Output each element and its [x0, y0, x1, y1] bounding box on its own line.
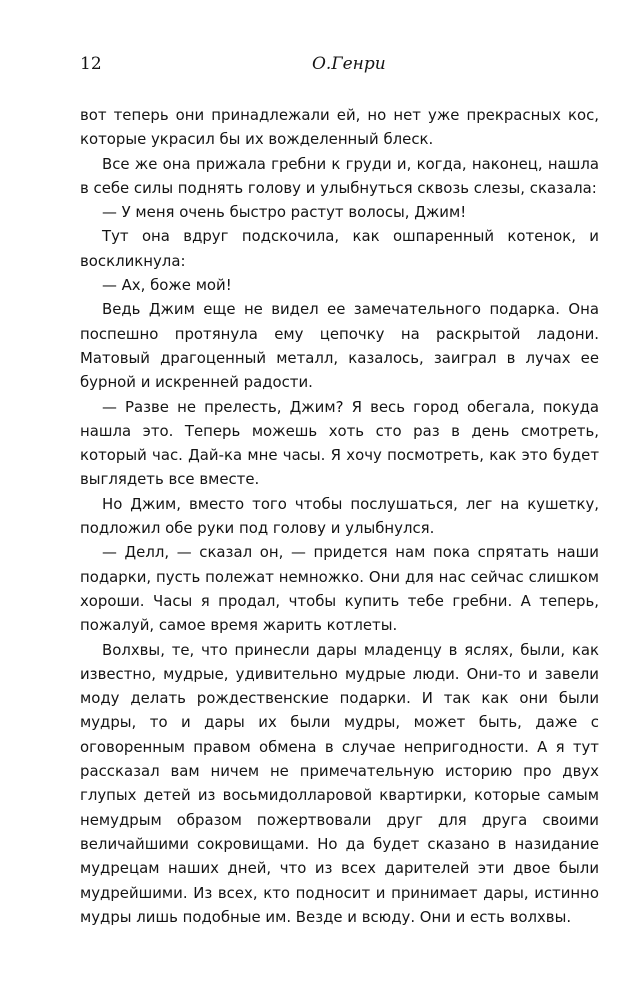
paragraph: — Разве не прелесть, Джим? Я весь город обегала, покуда нашла это. Теперь можешь хоть сто раз в день смотреть, который час. Дай-ка мне часы. Я хочу посмотреть, как это будет выглядеть все вместе.: [80, 397, 599, 489]
paragraph: — Делл, — сказал он, — придется нам пока спрятать наши подарки, пусть полежат немножко. Они для нас сейчас слишком хороши. Часы я продал, чтобы купить тебе гребни. А теперь, пожалуй, самое время жарить котлеты.: [80, 543, 599, 635]
running-title: О.Генри: [312, 54, 386, 74]
paragraph: Все же она прижала гребни к груди и, когда, наконец, нашла в себе силы поднять голову и улыбнуться сквозь слезы, сказала:: [80, 154, 599, 197]
paragraph: Но Джим, вместо того чтобы послушаться, лег на кушетку, подложил обе руки под голову и улыбнулся.: [80, 494, 599, 538]
paragraph: Волхвы, те, что принесли дары младенцу в яслях, были, как известно, мудрые, удивительно мудрые люди. Они-то и завели моду делать рождественские подарки. И так как они были мудры, то и дары их были мудры, может быть, даже с оговоренным правом обмена в случае непригодности. А я тут рассказал вам ничем не примечательную историю про двух глупых детей из восьмидолларовой квартирки, которые самым немудрым образом пожертвовали друг для друга своими величайшими сокровищами. Но да будет сказано в назидание мудрецам наших дней, что из всех дарителей эти двое были мудрейшими. Из всех, кто подносит и принимает дары, истинно мудры лишь подобные им. Везде и всюду. Они и есть волхвы.: [80, 640, 599, 926]
page-number: 12: [80, 54, 102, 74]
paragraph: Тут она вдруг подскочила, как ошпаренный котенок, и воскликнула:: [80, 227, 599, 270]
paragraph: вот теперь они принадлежали ей, но нет уже прекрасных кос, которые украсил бы их вожделенный блеск.: [80, 106, 599, 149]
running-head: [80, 52, 599, 76]
paragraph: — У меня очень быстро растут волосы, Джим!: [102, 203, 467, 222]
paragraph: — Ах, боже мой!: [102, 276, 232, 295]
paragraph: Ведь Джим еще не видел ее замечательного подарка. Она поспешно протянула ему цепочку на раскрытой ладони. Матовый драгоценный металл, казалось, заиграл в лучах ее бурной и искренней радости.: [80, 300, 599, 392]
body-text: [80, 103, 599, 929]
